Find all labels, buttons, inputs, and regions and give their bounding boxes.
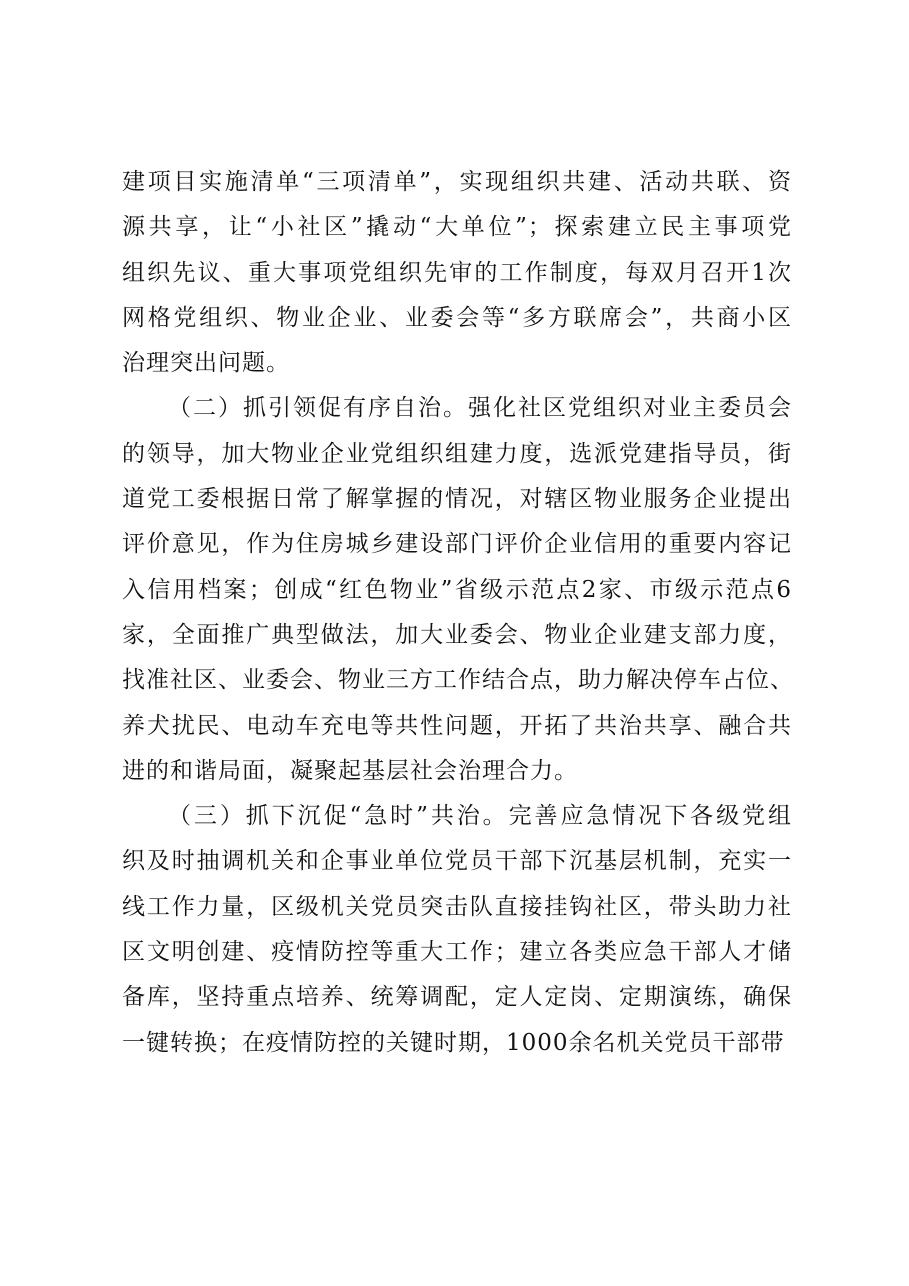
text-line: 线工作力量，区级机关党员突击队直接挂钩社区，带头助力社 <box>122 893 792 920</box>
text-line: 区文明创建、疫情防控等重大工作；建立各类应急干部人才储 <box>122 939 792 966</box>
document-body <box>122 160 792 1066</box>
text-line: 一键转换；在疫情防控的关键时期，1000余名机关党员干部带 <box>122 1029 785 1056</box>
text-line: （三）抓下沉促“急时”共治。完善应急情况下各级党组 <box>168 803 792 830</box>
text-line: 组织先议、重大事项党组织先审的工作制度，每双月召开1次 <box>122 259 792 286</box>
text-line: 家，全面推广典型做法，加大业委会、物业企业建支部力度， <box>122 621 792 648</box>
text-line: 网格党组织、物业企业、业委会等“多方联席会”，共商小区 <box>122 304 792 331</box>
text-line: 进的和谐局面，凝聚起基层社会治理合力。 <box>122 757 578 784</box>
text-line: 织及时抽调机关和企事业单位党员干部下沉基层机制，充实一 <box>122 848 792 875</box>
text-line: （二）抓引领促有序自治。强化社区党组织对业主委员会 <box>168 395 792 422</box>
text-line: 治理突出问题。 <box>122 350 290 377</box>
text-line: 源共享，让“小社区”撬动“大单位”；探索建立民主事项党 <box>122 214 792 241</box>
text-line: 的领导，加大物业企业党组织组建力度，选派党建指导员，街 <box>122 440 792 467</box>
text-line: 建项目实施清单“三项清单”，实现组织共建、活动共联、资 <box>122 169 792 195</box>
text-line: 找准社区、业委会、物业三方工作结合点，助力解决停车占位、 <box>122 667 794 694</box>
paragraph <box>122 386 792 794</box>
text-line: 道党工委根据日常了解掌握的情况，对辖区物业服务企业提出 <box>122 486 792 513</box>
paragraph <box>122 794 792 1066</box>
text-line: 评价意见，作为住房城乡建设部门评价企业信用的重要内容记 <box>122 531 792 558</box>
text-line: 备库，坚持重点培养、统筹调配，定人定岗、定期演练，确保 <box>122 984 792 1011</box>
paragraph <box>122 160 792 386</box>
text-line: 入信用档案；创成“红色物业”省级示范点2家、市级示范点6 <box>122 576 792 603</box>
text-line: 养犬扰民、电动车充电等共性问题，开拓了共治共享、融合共 <box>122 712 792 739</box>
